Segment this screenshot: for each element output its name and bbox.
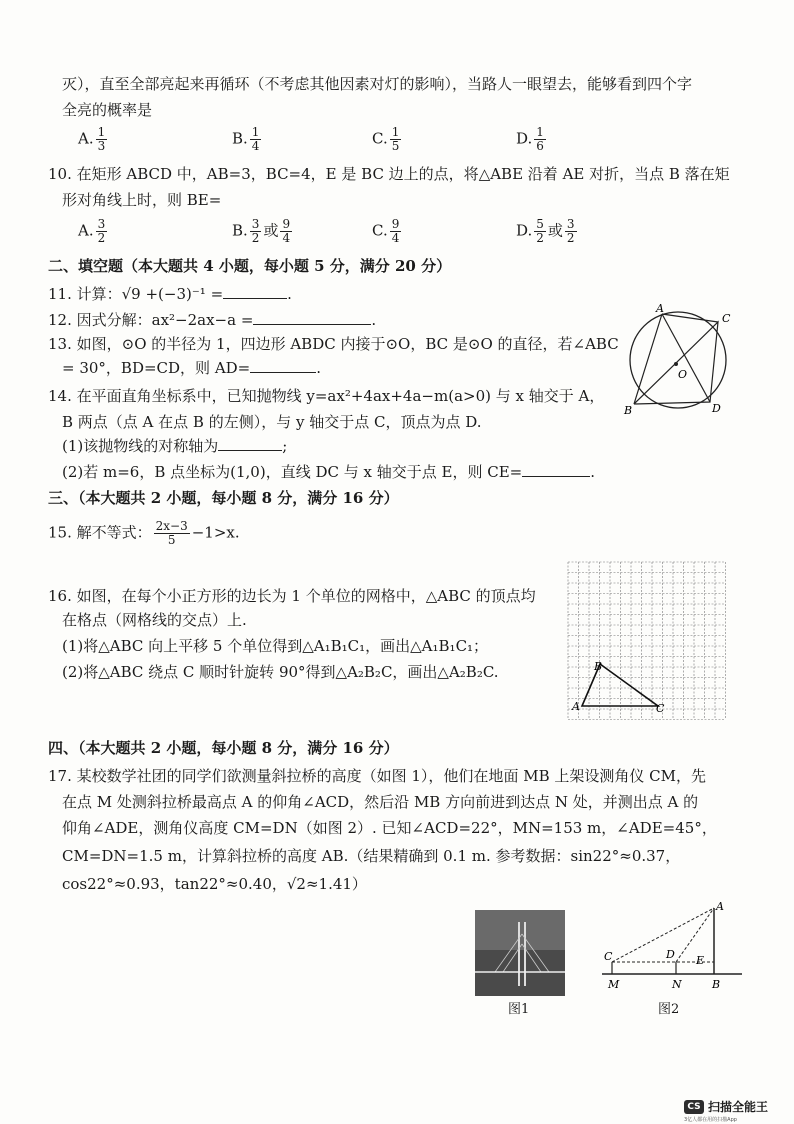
q16-line3: (1)将△ABC 向上平移 5 个单位得到△A₁B₁C₁，画出△A₁B₁C₁；: [62, 637, 489, 655]
label-a: A: [572, 700, 580, 713]
label-c: C: [656, 702, 665, 715]
label-a: A: [716, 900, 724, 913]
grid-lines: [568, 562, 726, 720]
q14-line2: B 两点（点 A 在点 B 的左侧），与 y 轴交于点 C，顶点为点 D.: [62, 413, 482, 431]
section-2-heading: 二、填空题（本大题共 4 小题，每小题 5 分，满分 20 分）: [48, 257, 452, 275]
cs-logo: CS: [684, 1100, 704, 1114]
label-b: B: [594, 660, 603, 673]
q10-line1: 10. 在矩形 ABCD 中，AB=3，BC=4，E 是 BC 边上的点，将△ABE 沿着 AE 对折，当点 B 落在矩: [48, 165, 730, 183]
q9-option-b: B. $\frac{1}{4}$: [232, 125, 260, 153]
q9-line1: 灭），直至全部亮起来再循环（不考虑其他因素对灯的影响），当路人一眼望去，能够看到四个字: [62, 75, 693, 93]
sight-line-da: [676, 908, 714, 962]
q17-line1: 17. 某校数学社团的同学们欲测量斜拉桥的高度（如图 1），他们在地面 MB 上架设测角仪 CM，先: [48, 767, 706, 785]
label-d: D: [666, 948, 675, 961]
q13-line2: = 30°，BD=CD，则 AD= .: [62, 359, 322, 377]
q15: 15. 解不等式： $\frac{2x-3}{5}$ −1>x.: [48, 519, 240, 547]
caption-fig1: 图1: [508, 1002, 530, 1017]
circle-figure: [618, 300, 738, 420]
q10-option-b: B. $\frac{3}{2}$ 或 $\frac{9}{4}$: [232, 217, 291, 245]
q17-line3: 仰角∠ADE，测角仪高度 CM=DN（如图 2）. 已知∠ACD=22°，MN=153 m，∠ADE=45°，: [62, 819, 717, 837]
label-o: O: [678, 368, 688, 381]
q13-line1: 13. 如图，⊙O 的半径为 1，四边形 ABDC 内接于⊙O，BC 是⊙O 的直径，若∠ABC: [48, 335, 619, 353]
label-d: D: [712, 402, 721, 415]
q11: 11. 计算：√9 +(−3)⁻¹ = .: [48, 285, 292, 303]
label-c: C: [722, 312, 731, 325]
q9-option-d: D. $\frac{1}{6}$: [516, 125, 544, 153]
q9-option-a: A. $\frac{1}{3}$: [78, 125, 106, 153]
q16-line4: (2)将△ABC 绕点 C 顺时针旋转 90°得到△A₂B₂C，画出△A₂B₂C.: [62, 663, 499, 681]
section-3-heading: 三、（本大题共 2 小题，每小题 8 分，满分 16 分）: [48, 489, 399, 507]
label-e: E: [696, 954, 705, 967]
q10-option-c: C. $\frac{9}{4}$: [372, 217, 400, 245]
center-point: [674, 362, 678, 366]
label-b: B: [712, 978, 721, 991]
caption-fig2: 图2: [658, 1002, 680, 1017]
q10-line2: 形对角线上时，则 BE=: [62, 191, 222, 209]
grid-figure: [566, 560, 726, 720]
q10-option-d: D. $\frac{5}{2}$ 或 $\frac{3}{2}$: [516, 217, 575, 245]
bridge-photo: [475, 910, 565, 996]
scanner-app-slogan: 3亿人都在用的扫描App: [684, 1117, 737, 1123]
chord-ad: [662, 314, 710, 402]
q10-option-a: A. $\frac{3}{2}$: [78, 217, 106, 245]
q16-line1: 16. 如图，在每个小正方形的边长为 1 个单位的网格中，△ABC 的顶点均: [48, 587, 536, 605]
q12: 12. 因式分解：ax²−2ax−a = .: [48, 311, 377, 329]
section-4-heading: 四、（本大题共 2 小题，每小题 8 分，满分 16 分）: [48, 739, 399, 757]
q17-line2: 在点 M 处测斜拉桥最高点 A 的仰角∠ACD，然后沿 MB 方向前进到达点 N 处，并测出点 A 的: [62, 793, 699, 811]
q14-line1: 14. 在平面直角坐标系中，已知抛物线 y=ax²+4ax+4a−m(a>0) 与 x 轴交于 A，: [48, 387, 605, 405]
label-n: N: [672, 978, 682, 991]
q9-option-c: C. $\frac{1}{5}$: [372, 125, 400, 153]
q17-line5: cos22°≈0.93，tan22°≈0.40，√2≈1.41）: [62, 875, 367, 893]
q9-line2: 全亮的概率是: [62, 101, 153, 119]
scanner-app-name: 扫描全能王: [708, 1100, 769, 1114]
label-a: A: [656, 302, 664, 315]
label-c: C: [604, 950, 613, 963]
measurement-figure: [596, 898, 746, 998]
q14-line4: (2)若 m=6，B 点坐标为(1,0)，直线 DC 与 x 轴交于点 E，则 CE= .: [62, 463, 596, 481]
q17-line4: CM=DN=1.5 m，计算斜拉桥的高度 AB.（结果精确到 0.1 m. 参考数据：sin22°≈0.37，: [62, 847, 681, 865]
q14-line3: (1)该抛物线的对称轴为 ;: [62, 437, 288, 455]
chord-ac: [662, 314, 718, 322]
q16-line2: 在格点（网格线的交点）上.: [62, 611, 247, 629]
label-m: M: [608, 978, 620, 991]
label-b: B: [624, 404, 633, 417]
quadrilateral-sides: [634, 314, 718, 404]
